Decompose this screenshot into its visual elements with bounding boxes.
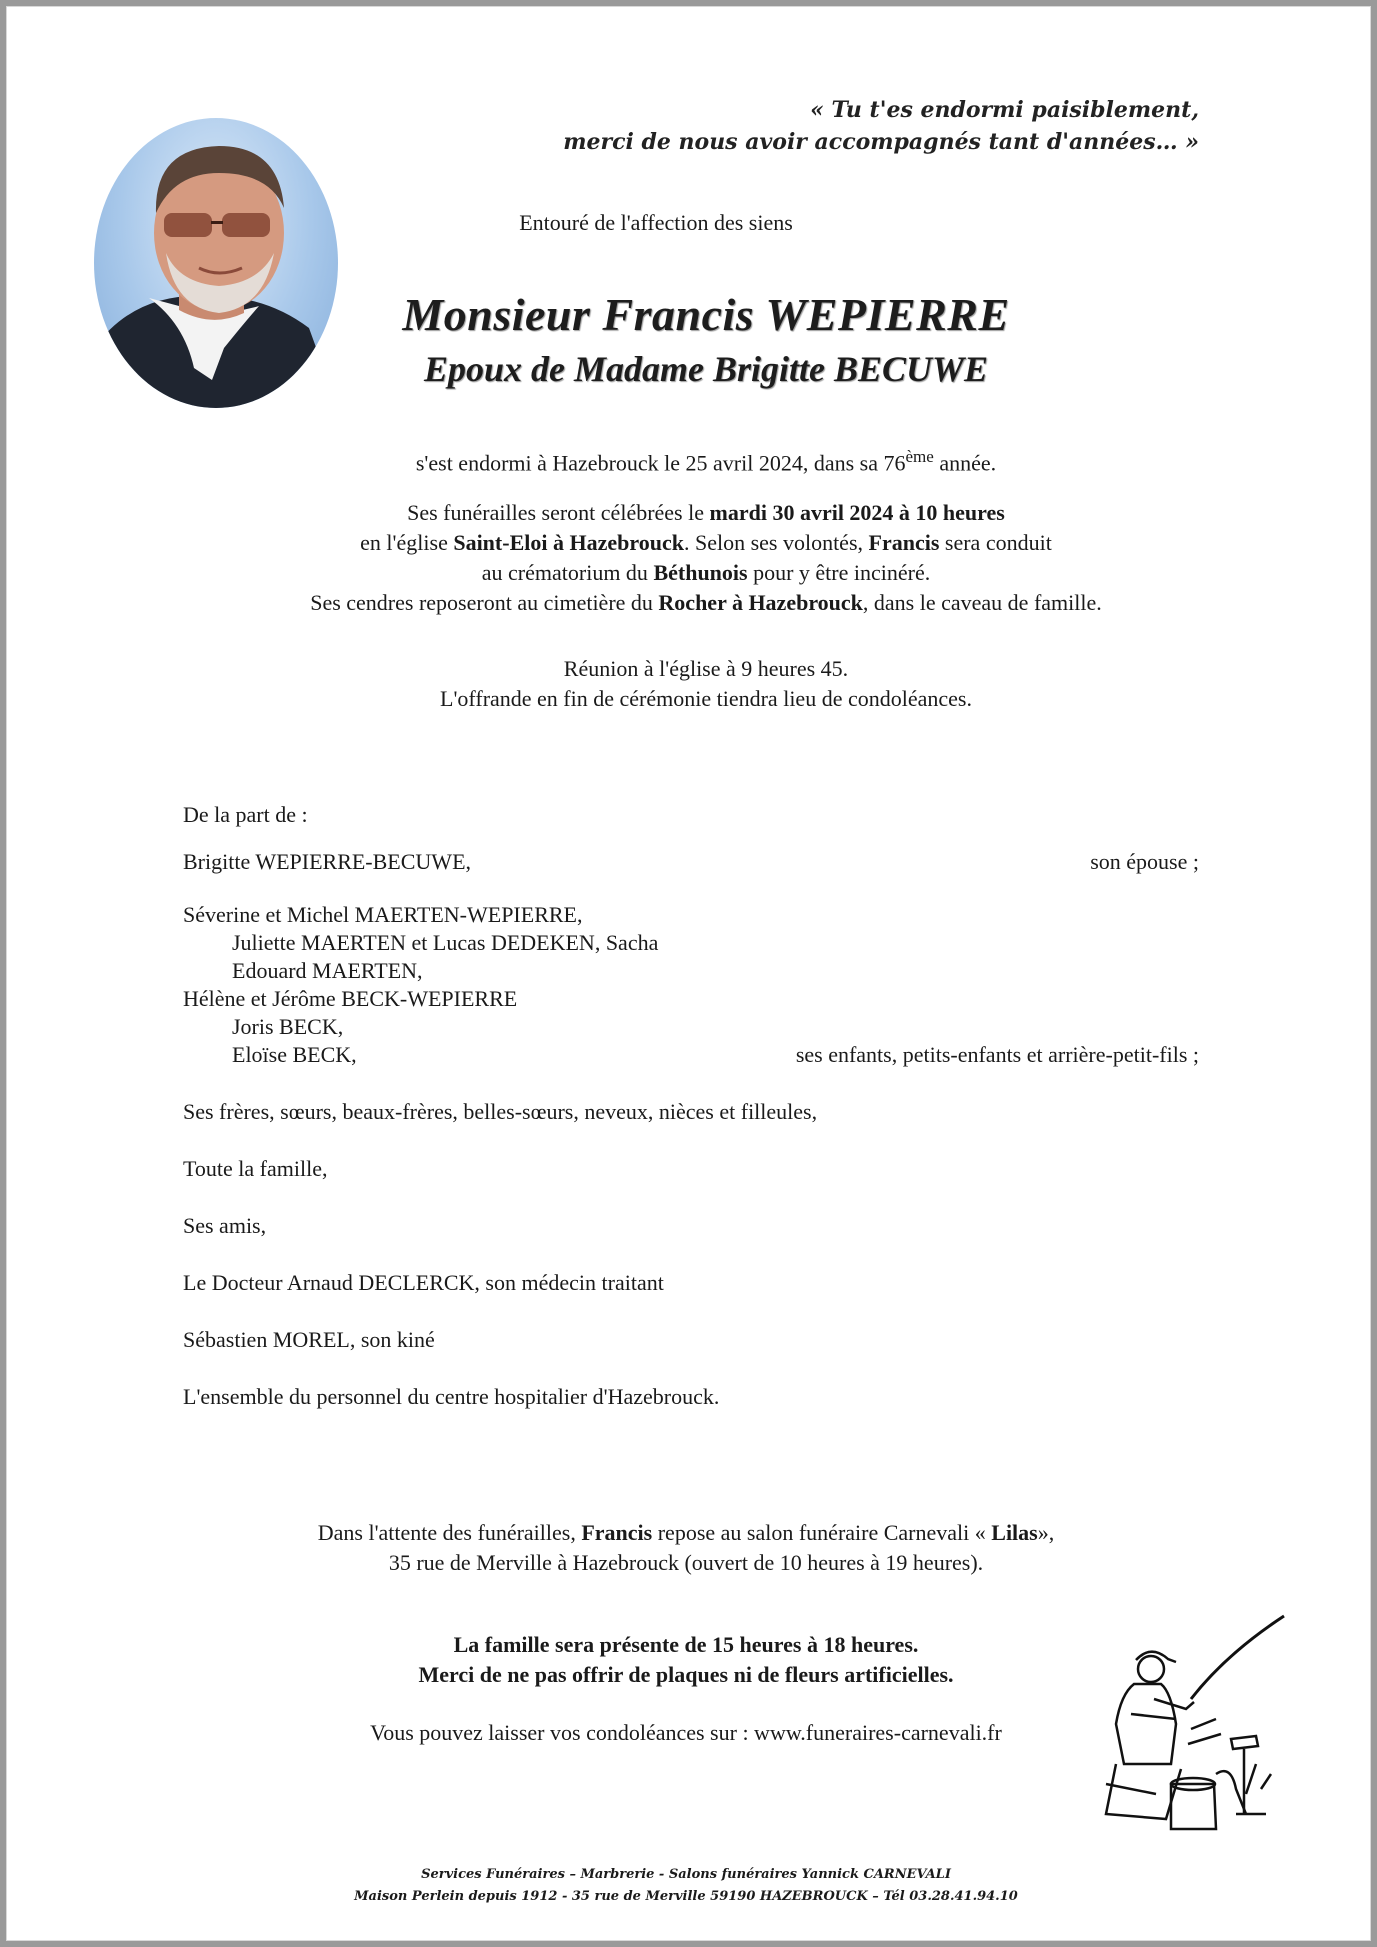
meeting-info xyxy=(306,654,1106,714)
from-label: De la part de : xyxy=(183,802,308,827)
funeral-crematorium: Béthunois xyxy=(653,560,748,585)
family-grandchild-4: Eloïse BECK, xyxy=(232,1042,357,1067)
funeral-line-1 xyxy=(206,498,1206,528)
death-notice xyxy=(306,442,1106,478)
portrait-photo xyxy=(94,118,338,408)
portrait-illustration xyxy=(94,118,338,408)
footer xyxy=(186,1864,1186,1908)
spouse-line: Epoux de Madame Brigitte BECUWE xyxy=(423,349,989,389)
epitaph-quote xyxy=(563,94,1199,158)
family-doctor: Le Docteur Arnaud DECLERCK, son médecin traitant xyxy=(183,1270,664,1295)
funeral-details xyxy=(206,498,1206,618)
family-grandchild-3: Joris BECK, xyxy=(232,1014,344,1039)
family-friends: Ses amis, xyxy=(183,1213,267,1238)
family-notice xyxy=(186,1630,1186,1690)
family-grandchild-1: Juliette MAERTEN et Lucas DEDEKEN, Sacha xyxy=(232,930,659,955)
condolences-line: Vous pouvez laisser vos condoléances sur : www.funeraires-carnevali.fr xyxy=(370,1720,1002,1745)
death-notice-sup: ème xyxy=(905,447,934,466)
funeral-cemetery: Rocher à Hazebrouck xyxy=(658,590,863,615)
rest-l1e: », xyxy=(1037,1520,1055,1545)
family-all: Toute la famille, xyxy=(183,1156,328,1181)
family-siblings: Ses frères, sœurs, beaux-frères, belles-sœurs, neveux, nièces et filleules, xyxy=(183,1099,818,1124)
rest-line-2: 35 rue de Merville à Hazebrouck (ouvert de 10 heures à 19 heures). xyxy=(388,1550,984,1575)
notice-line-2: Merci de ne pas offrir de plaques ni de fleurs artificielles. xyxy=(418,1662,954,1687)
funeral-l3c: pour y être incinéré. xyxy=(747,560,931,585)
rest-l1a: Dans l'attente des funérailles, xyxy=(317,1520,582,1545)
family-child-2: Hélène et Jérôme BECK-WEPIERRE xyxy=(183,986,518,1011)
family-child-1: Séverine et Michel MAERTEN-WEPIERRE, xyxy=(183,902,583,927)
family-grandchild-2: Edouard MAERTEN, xyxy=(232,958,423,983)
funeral-l2c: . Selon ses volontés, xyxy=(683,530,869,555)
footer-line-1: Services Funéraires – Marbrerie - Salons funéraires Yannick CARNEVALI xyxy=(421,1867,951,1882)
death-notice-after: année. xyxy=(933,450,997,476)
obituary-page xyxy=(6,6,1371,1941)
funeral-l4c: , dans le caveau de famille. xyxy=(862,590,1102,615)
funeral-church: Saint-Eloi à Hazebrouck xyxy=(453,530,684,555)
quote-line-1: « Tu t'es endormi paisiblement, xyxy=(810,97,1199,123)
footer-line-2: Maison Perlein depuis 1912 - 35 rue de Merville 59190 HAZEBROUCK – Tél 03.28.41.94.10 xyxy=(354,1889,1018,1904)
funeral-l3a: au crématorium du xyxy=(481,560,654,585)
deceased-name: Monsieur Francis WEPIERRE xyxy=(402,289,1010,340)
family-physio: Sébastien MOREL, son kiné xyxy=(183,1327,435,1352)
funeral-l1a: Ses funérailles seront célébrées le xyxy=(407,500,710,525)
funeral-date: mardi 30 avril 2024 à 10 heures xyxy=(709,500,1005,525)
rest-firstname: Francis xyxy=(581,1520,653,1545)
death-notice-text: s'est endormi à Hazebrouck le 25 avril 2024, dans sa 76 xyxy=(415,450,906,476)
funeral-line-4 xyxy=(206,588,1206,618)
family-spouse-role: son épouse ; xyxy=(1090,849,1199,874)
rest-line-1 xyxy=(186,1518,1186,1548)
rest-info xyxy=(186,1518,1186,1578)
meeting-line-2: L'offrande en fin de cérémonie tiendra lieu de condoléances. xyxy=(440,686,972,711)
notice-line-1: La famille sera présente de 15 heures à 18 heures. xyxy=(453,1632,919,1657)
quote-line-2: merci de nous avoir accompagnés tant d'années… » xyxy=(563,129,1199,155)
funeral-firstname: Francis xyxy=(868,530,940,555)
intro-text: Entouré de l'affection des siens xyxy=(519,210,793,235)
funeral-l4a: Ses cendres reposeront au cimetière du xyxy=(310,590,659,615)
funeral-l2a: en l'église xyxy=(360,530,454,555)
rest-salon: Lilas xyxy=(991,1520,1038,1545)
funeral-line-3 xyxy=(206,558,1206,588)
rest-l1c: repose au salon funéraire Carnevali « xyxy=(652,1520,992,1545)
funeral-line-2 xyxy=(206,528,1206,558)
family-spouse-name: Brigitte WEPIERRE-BECUWE, xyxy=(183,849,472,874)
family-staff: L'ensemble du personnel du centre hospitalier d'Hazebrouck. xyxy=(183,1384,720,1409)
meeting-line-1: Réunion à l'église à 9 heures 45. xyxy=(563,656,849,681)
family-children-role: ses enfants, petits-enfants et arrière-petit-fils ; xyxy=(795,1042,1199,1067)
fisherman-drawing xyxy=(1096,1614,1296,1844)
funeral-l2e: sera conduit xyxy=(939,530,1052,555)
